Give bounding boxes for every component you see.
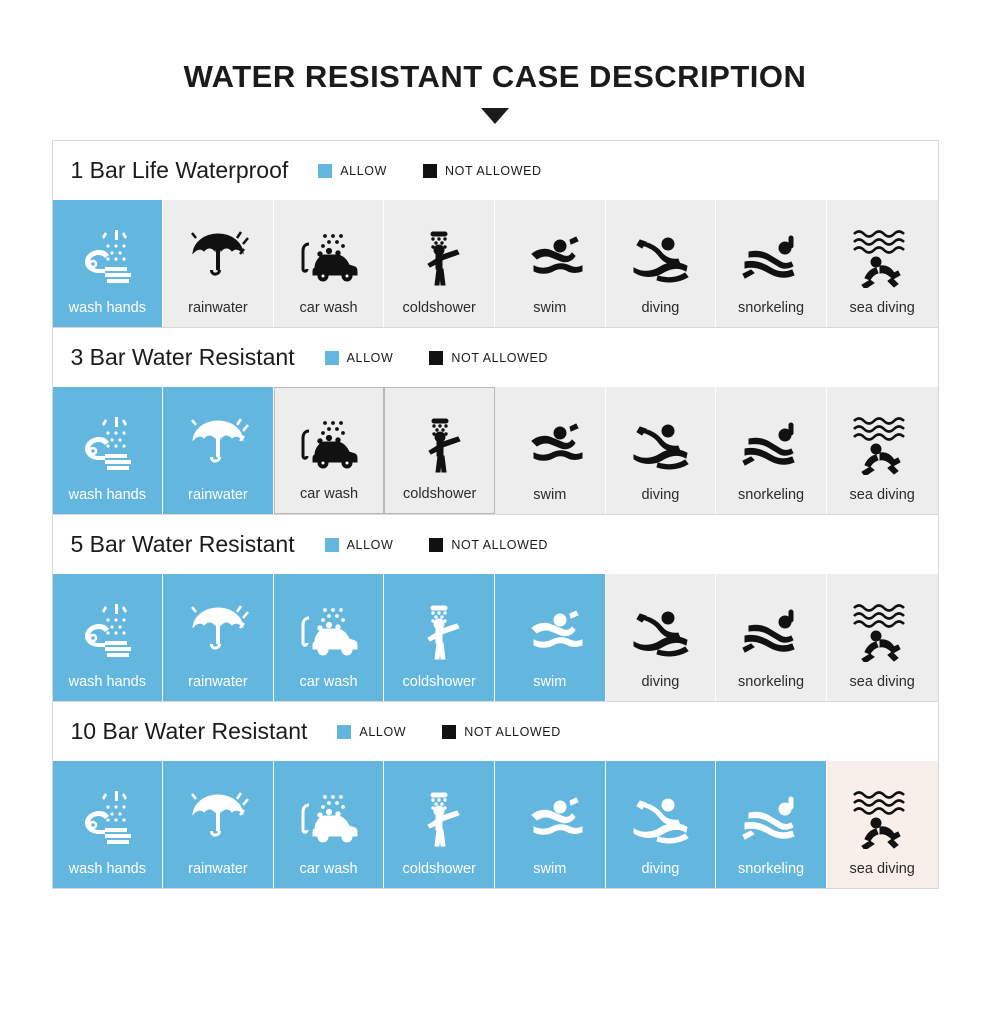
activity-cell-wash-hands bbox=[53, 574, 164, 701]
legend-allow bbox=[325, 538, 394, 552]
section-header bbox=[53, 515, 938, 574]
legend-not-allowed bbox=[429, 351, 548, 365]
umbrella-rain-icon bbox=[182, 600, 254, 662]
activity-cell-rainwater bbox=[163, 200, 274, 327]
car-wash-icon bbox=[293, 787, 365, 849]
diving-icon bbox=[624, 226, 696, 288]
legend-allow-label: ALLOW bbox=[346, 537, 394, 552]
swimmer-icon bbox=[514, 600, 586, 662]
snorkeling-icon bbox=[735, 787, 807, 849]
section-title: 1 Bar Life Waterproof bbox=[70, 157, 289, 184]
activity-cell-wash-hands bbox=[53, 761, 164, 888]
section-header bbox=[53, 328, 938, 387]
activity-cell-sea-diving bbox=[827, 387, 938, 514]
activity-row bbox=[53, 200, 938, 327]
section-header bbox=[53, 702, 938, 761]
swimmer-icon bbox=[514, 226, 586, 288]
activity-label: rainwater bbox=[188, 486, 248, 503]
activity-label: sea diving bbox=[849, 299, 915, 316]
activity-row bbox=[53, 574, 938, 701]
section-title: 10 Bar Water Resistant bbox=[70, 718, 308, 745]
activity-cell-car-wash bbox=[274, 761, 385, 888]
cold-shower-icon bbox=[385, 402, 494, 487]
activity-cell-swim bbox=[495, 200, 606, 327]
sea-diving-icon bbox=[827, 588, 938, 675]
activity-label: snorkeling bbox=[738, 299, 805, 316]
activity-cell-diving bbox=[606, 574, 717, 701]
hand-washing-icon bbox=[53, 401, 163, 488]
activity-cell-snorkeling bbox=[716, 387, 827, 514]
snorkeling-icon bbox=[735, 600, 807, 662]
snorkeling-icon bbox=[716, 588, 826, 675]
activity-label: wash hands bbox=[68, 486, 146, 503]
activity-cell-car-wash bbox=[274, 574, 385, 701]
page-title: WATER RESISTANT CASE DESCRIPTION bbox=[183, 59, 807, 94]
resistance-section bbox=[53, 702, 938, 888]
activity-cell-wash-hands bbox=[53, 387, 164, 514]
umbrella-rain-icon bbox=[182, 787, 254, 849]
legend-not-allowed bbox=[429, 538, 548, 552]
swimmer-icon bbox=[495, 214, 605, 301]
umbrella-rain-icon bbox=[163, 775, 273, 862]
activity-cell-diving bbox=[606, 200, 717, 327]
legend-allow bbox=[337, 725, 406, 739]
snorkeling-icon bbox=[735, 413, 807, 475]
diving-icon bbox=[606, 775, 716, 862]
resistance-section bbox=[53, 328, 938, 515]
snorkeling-icon bbox=[716, 214, 826, 301]
diving-icon bbox=[606, 588, 716, 675]
swimmer-icon bbox=[514, 787, 586, 849]
activity-label: diving bbox=[641, 299, 680, 316]
activity-cell-swim bbox=[495, 387, 606, 514]
activity-label: diving bbox=[641, 486, 680, 503]
water-resistance-chart bbox=[0, 60, 990, 1025]
activity-label: sea diving bbox=[849, 673, 915, 690]
activity-label: swim bbox=[533, 486, 567, 503]
car-wash-icon bbox=[274, 214, 384, 301]
legend-allow-label: ALLOW bbox=[346, 350, 394, 365]
activity-cell-snorkeling bbox=[716, 200, 827, 327]
hand-washing-icon bbox=[53, 775, 163, 862]
activity-label: rainwater bbox=[188, 299, 248, 316]
activity-row bbox=[53, 761, 938, 888]
legend-not-allowed-label: NOT ALLOWED bbox=[451, 350, 549, 365]
activity-cell-diving bbox=[606, 761, 717, 888]
swimmer-icon bbox=[495, 588, 605, 675]
sea-diving-icon bbox=[846, 413, 918, 475]
activity-label: sea diving bbox=[849, 860, 915, 877]
legend-allow bbox=[325, 351, 394, 365]
activity-row bbox=[53, 387, 938, 514]
allow-swatch-icon bbox=[325, 351, 339, 365]
activity-label: diving bbox=[641, 860, 680, 877]
hand-washing-icon bbox=[71, 413, 143, 475]
car-wash-icon bbox=[275, 402, 384, 487]
hand-washing-icon bbox=[53, 588, 163, 675]
activity-label: diving bbox=[641, 673, 680, 690]
cold-shower-icon bbox=[384, 588, 494, 675]
legend bbox=[325, 351, 548, 365]
allow-swatch-icon bbox=[337, 725, 351, 739]
activity-cell-sea-diving bbox=[827, 761, 938, 888]
activity-cell-coldshower bbox=[384, 387, 495, 514]
hand-washing-icon bbox=[71, 226, 143, 288]
snorkeling-icon bbox=[716, 775, 826, 862]
legend-not-allowed bbox=[442, 725, 561, 739]
sea-diving-icon bbox=[827, 775, 938, 862]
legend-not-allowed-label: NOT ALLOWED bbox=[445, 163, 542, 178]
activity-label: coldshower bbox=[403, 485, 477, 502]
sea-diving-icon bbox=[846, 226, 918, 288]
umbrella-rain-icon bbox=[163, 588, 273, 675]
activity-cell-diving bbox=[606, 387, 717, 514]
cold-shower-icon bbox=[403, 600, 475, 662]
activity-label: snorkeling bbox=[738, 860, 805, 877]
car-wash-icon bbox=[293, 413, 365, 475]
legend-not-allowed-label: NOT ALLOWED bbox=[464, 724, 561, 739]
umbrella-rain-icon bbox=[163, 401, 273, 488]
activity-cell-coldshower bbox=[384, 574, 495, 701]
resistance-table bbox=[52, 140, 939, 889]
cold-shower-icon bbox=[384, 775, 494, 862]
activity-label: rainwater bbox=[188, 673, 248, 690]
diving-icon bbox=[624, 787, 696, 849]
section-header bbox=[53, 141, 938, 200]
hand-washing-icon bbox=[71, 787, 143, 849]
activity-cell-car-wash bbox=[274, 387, 385, 514]
activity-label: car wash bbox=[299, 673, 358, 690]
section-title: 3 Bar Water Resistant bbox=[70, 344, 295, 371]
activity-cell-sea-diving bbox=[827, 574, 938, 701]
sea-diving-icon bbox=[827, 214, 938, 301]
legend bbox=[337, 725, 560, 739]
resistance-section bbox=[53, 141, 938, 328]
triangle-down-icon bbox=[481, 108, 509, 124]
sea-diving-icon bbox=[846, 600, 918, 662]
activity-label: car wash bbox=[299, 299, 358, 316]
umbrella-rain-icon bbox=[163, 214, 273, 301]
diving-icon bbox=[624, 413, 696, 475]
legend-not-allowed bbox=[423, 164, 542, 178]
activity-cell-swim bbox=[495, 761, 606, 888]
activity-label: rainwater bbox=[188, 860, 248, 877]
activity-cell-snorkeling bbox=[716, 574, 827, 701]
activity-cell-rainwater bbox=[163, 761, 274, 888]
activity-cell-coldshower bbox=[384, 200, 495, 327]
allow-swatch-icon bbox=[325, 538, 339, 552]
snorkeling-icon bbox=[735, 226, 807, 288]
activity-label: coldshower bbox=[402, 673, 476, 690]
cold-shower-icon bbox=[403, 226, 475, 288]
allow-swatch-icon bbox=[318, 164, 332, 178]
activity-label: swim bbox=[533, 299, 567, 316]
activity-label: wash hands bbox=[68, 299, 146, 316]
swimmer-icon bbox=[514, 413, 586, 475]
car-wash-icon bbox=[274, 775, 384, 862]
legend-allow bbox=[318, 164, 387, 178]
car-wash-icon bbox=[293, 226, 365, 288]
activity-cell-rainwater bbox=[163, 387, 274, 514]
cold-shower-icon bbox=[384, 214, 494, 301]
legend-allow-label: ALLOW bbox=[340, 163, 388, 178]
activity-cell-sea-diving bbox=[827, 200, 938, 327]
activity-cell-swim bbox=[495, 574, 606, 701]
activity-cell-snorkeling bbox=[716, 761, 827, 888]
activity-cell-coldshower bbox=[384, 761, 495, 888]
car-wash-icon bbox=[274, 588, 384, 675]
diving-icon bbox=[624, 600, 696, 662]
cold-shower-icon bbox=[404, 413, 476, 475]
activity-label: swim bbox=[533, 860, 567, 877]
activity-cell-wash-hands bbox=[53, 200, 164, 327]
umbrella-rain-icon bbox=[182, 413, 254, 475]
snorkeling-icon bbox=[716, 401, 826, 488]
legend bbox=[325, 538, 548, 552]
activity-label: wash hands bbox=[68, 673, 146, 690]
activity-cell-car-wash bbox=[274, 200, 385, 327]
activity-label: sea diving bbox=[849, 486, 915, 503]
car-wash-icon bbox=[293, 600, 365, 662]
activity-label: snorkeling bbox=[738, 673, 805, 690]
swimmer-icon bbox=[495, 401, 605, 488]
activity-label: snorkeling bbox=[738, 486, 805, 503]
activity-label: car wash bbox=[300, 485, 359, 502]
activity-cell-rainwater bbox=[163, 574, 274, 701]
diving-icon bbox=[606, 214, 716, 301]
umbrella-rain-icon bbox=[182, 226, 254, 288]
activity-label: coldshower bbox=[402, 860, 476, 877]
not-allowed-swatch-icon bbox=[429, 538, 443, 552]
legend-not-allowed-label: NOT ALLOWED bbox=[451, 537, 549, 552]
sea-diving-icon bbox=[827, 401, 938, 488]
diving-icon bbox=[606, 401, 716, 488]
cold-shower-icon bbox=[403, 787, 475, 849]
not-allowed-swatch-icon bbox=[423, 164, 437, 178]
section-title: 5 Bar Water Resistant bbox=[70, 531, 295, 558]
legend bbox=[318, 164, 541, 178]
activity-label: car wash bbox=[299, 860, 358, 877]
activity-label: wash hands bbox=[68, 860, 146, 877]
swimmer-icon bbox=[495, 775, 605, 862]
hand-washing-icon bbox=[71, 600, 143, 662]
hand-washing-icon bbox=[53, 214, 163, 301]
legend-allow-label: ALLOW bbox=[359, 724, 407, 739]
activity-label: coldshower bbox=[402, 299, 476, 316]
resistance-section bbox=[53, 515, 938, 702]
sea-diving-icon bbox=[846, 787, 918, 849]
not-allowed-swatch-icon bbox=[429, 351, 443, 365]
activity-label: swim bbox=[533, 673, 567, 690]
not-allowed-swatch-icon bbox=[442, 725, 456, 739]
